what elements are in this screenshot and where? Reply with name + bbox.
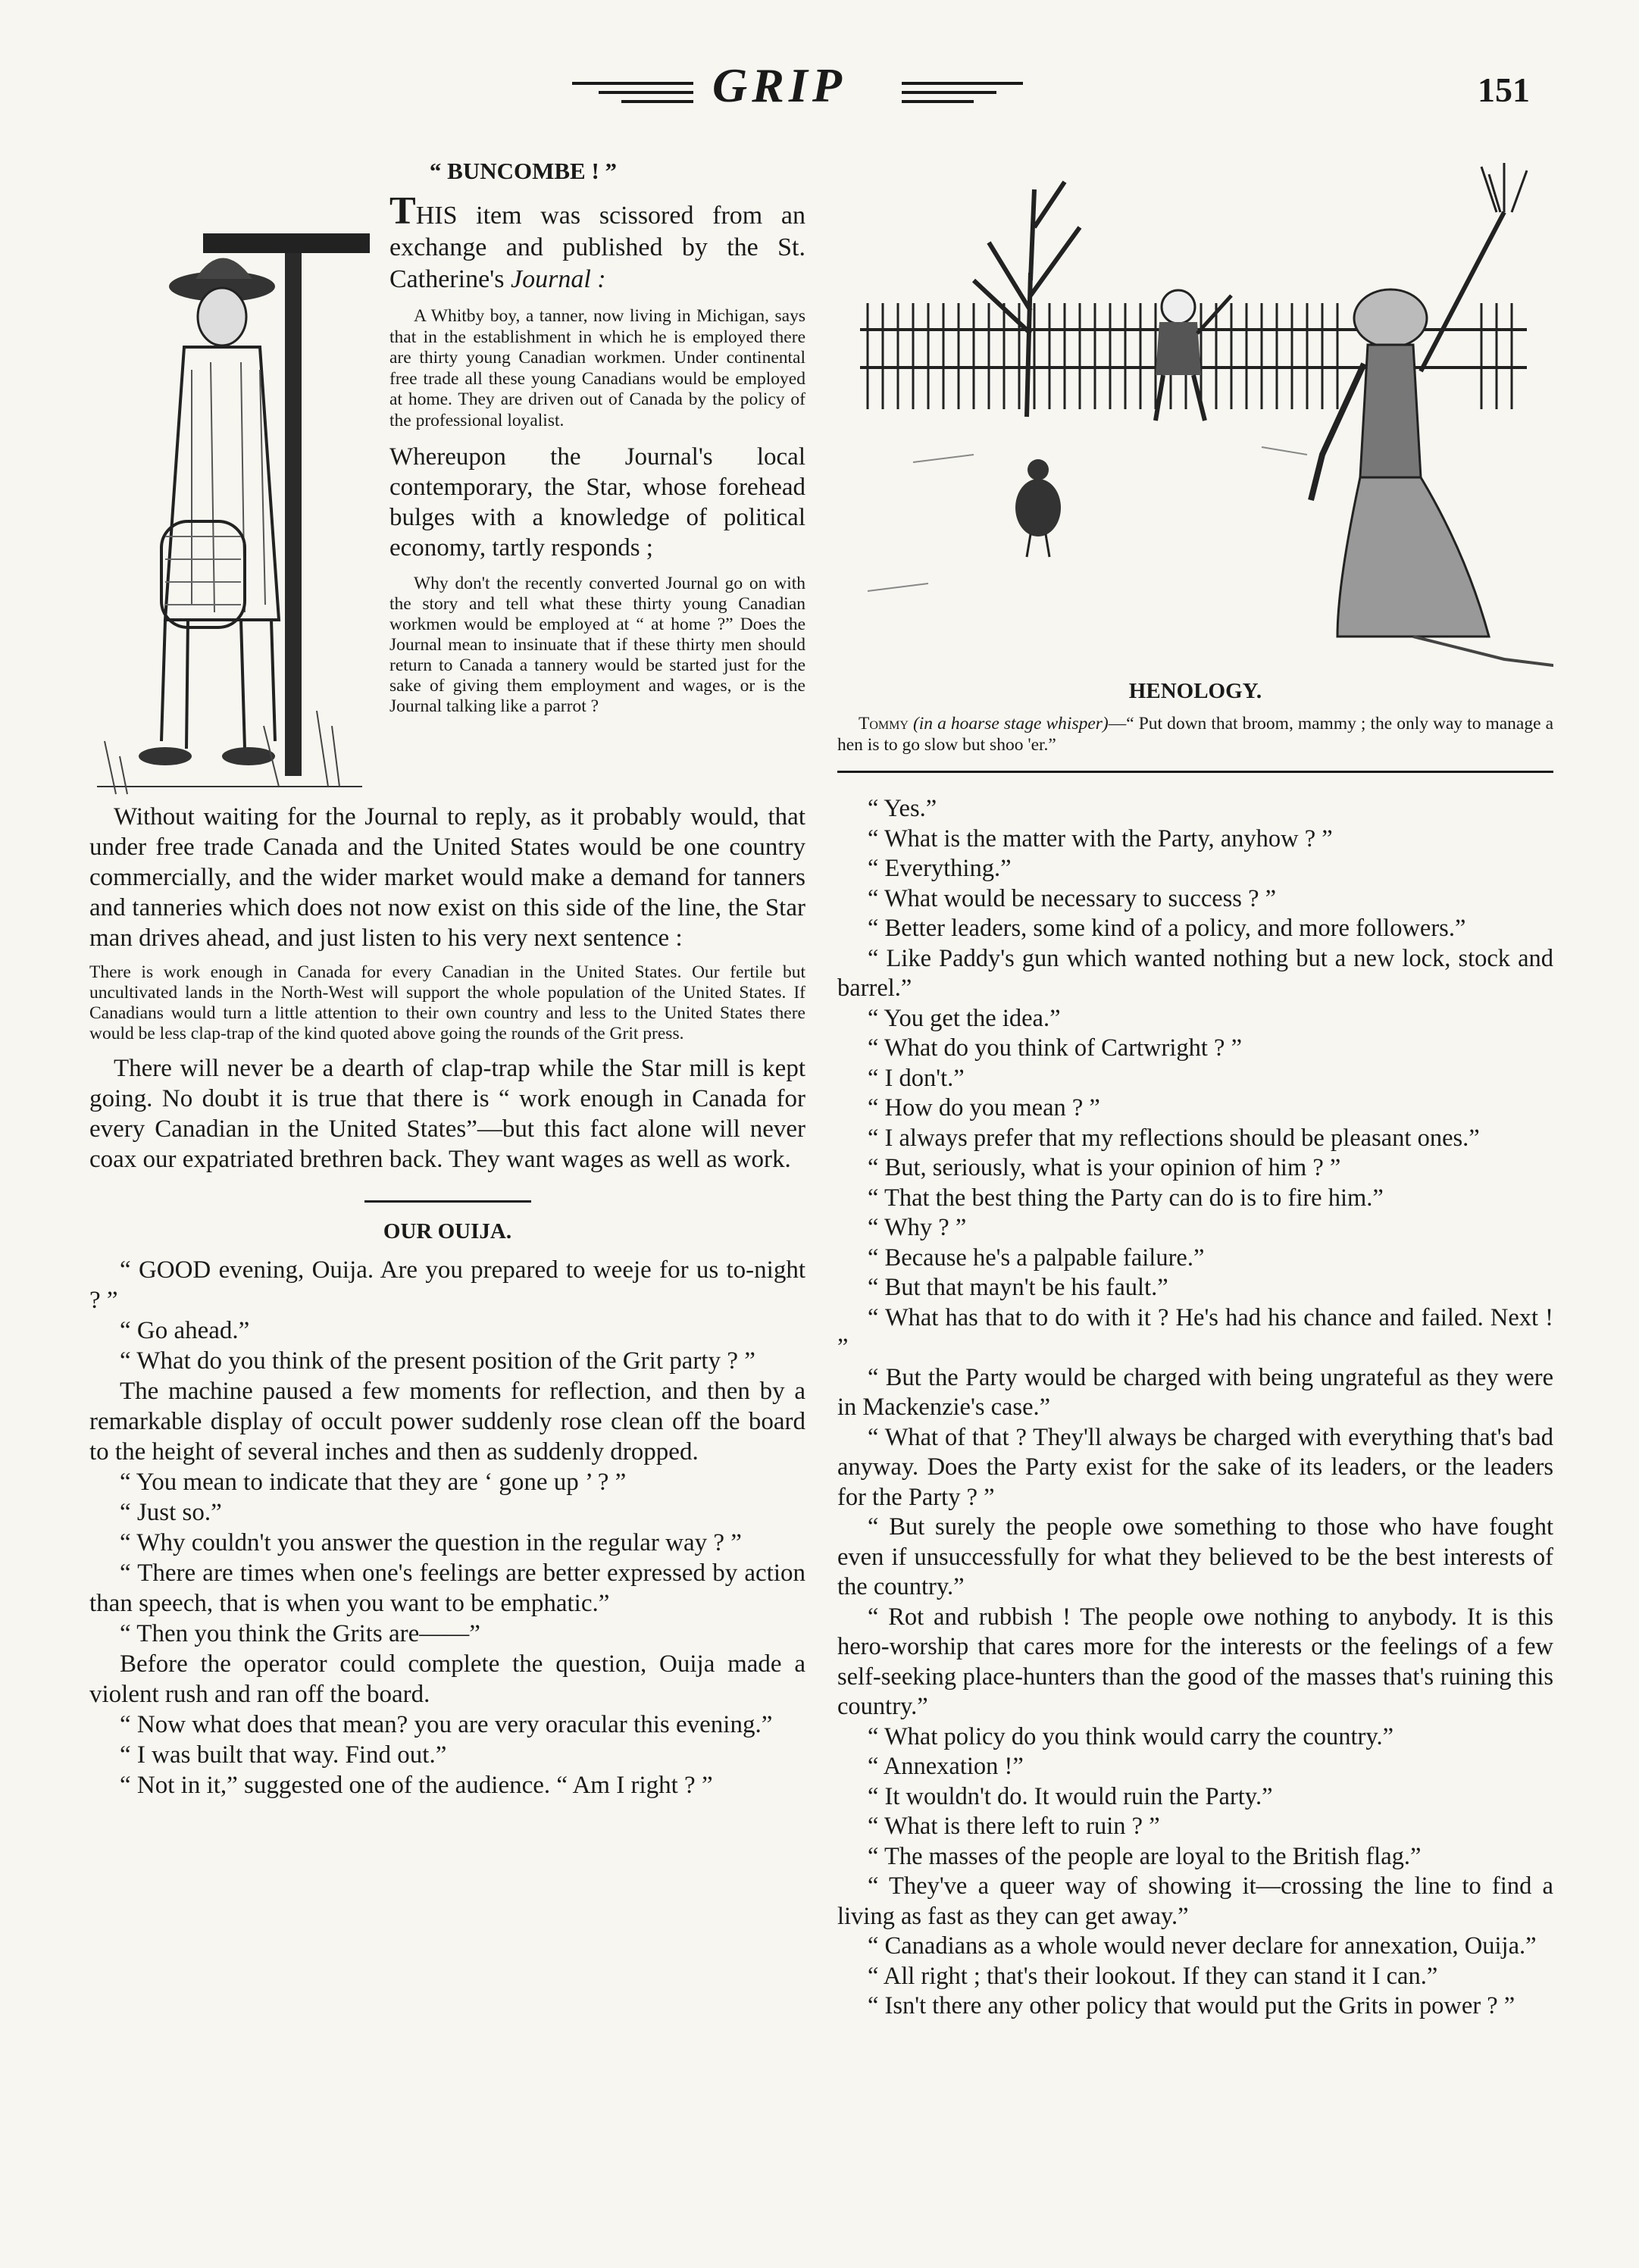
dialogue-line: “ They've a queer way of showing it—crossing the line to find a living as fast as they can get away.” bbox=[837, 1872, 1553, 1930]
dialogue-line: “ Annexation !” bbox=[868, 1753, 1024, 1780]
dialogue-line: “ What would be necessary to success ? ” bbox=[868, 884, 1277, 912]
masthead-rule-right bbox=[902, 82, 1023, 85]
dialogue-line: “ It wouldn't do. It would ruin the Party.” bbox=[868, 1782, 1273, 1810]
masthead bbox=[0, 59, 1639, 120]
henology-heading: HENOLOGY. bbox=[1128, 679, 1262, 703]
buncombe-heading: “ BUNCOMBE ! ” bbox=[429, 158, 618, 184]
dialogue-line: “ That the best thing the Party can do is to fire him.” bbox=[868, 1184, 1384, 1212]
dialogue-line: “ Then you think the Grits are——” bbox=[120, 1620, 480, 1647]
dialogue-line: “ Because he's a palpable failure.” bbox=[868, 1243, 1205, 1272]
buncombe-intro-journal: Journal : bbox=[511, 265, 606, 293]
caption-text: —“ Put down that broom, mammy ; the only way to manage a hen is to go slow but shoo 'er.” bbox=[837, 714, 1554, 755]
page-number: 151 bbox=[1478, 70, 1530, 109]
section-divider bbox=[364, 1200, 531, 1203]
dialogue-line: “ What is there left to ruin ? ” bbox=[868, 1813, 1160, 1840]
caption-divider bbox=[837, 771, 1553, 773]
dialogue-line: “ Why couldn't you answer the question in the regular way ? ” bbox=[120, 1529, 742, 1556]
buncombe-para-3: Without waiting for the Journal to reply, as it probably would, that under free trade Canada and the United States would be one country commercially, and the wider market would make a demand for tanners and tanneries which does not now exist on this side of the line, the Star man drives ahead, and just listen to his very next sentence : bbox=[89, 803, 805, 952]
dialogue-line: “ Just so.” bbox=[120, 1499, 222, 1526]
dialogue-line: “ You mean to indicate that they are ‘ gone up ’ ? ” bbox=[120, 1469, 627, 1496]
dialogue-line: “ What of that ? They'll always be charged with everything that's bad anyway. Does the Party exist for the sake of its leaders, or the leaders for the Party ? ” bbox=[837, 1423, 1553, 1511]
buncombe-quote-1: A Whitby boy, a tanner, now living in Michigan, says that in the establishment in which he is employed there are thirty young Canadian workmen. Under continental free trade all these young Canadians would be employed at home. They are driven out of Canada by the policy of the professional loyalist. bbox=[389, 306, 805, 430]
caption-direction: (in a hoarse stage whisper) bbox=[912, 714, 1109, 734]
dialogue-line: “ Not in it,” suggested one of the audience. “ Am I right ? ” bbox=[120, 1772, 713, 1799]
dialogue-line: “ What has that to do with it ? He's had his chance and failed. Next ! ” bbox=[837, 1303, 1553, 1361]
masthead-rule-right bbox=[902, 91, 996, 94]
dialogue-line: “ Rot and rubbish ! The people owe nothing to anybody. It is this hero-worship that cares more for the interests or the feelings of a few self-seeking place-hunters than the good of the masses that's ruining this country.” bbox=[837, 1603, 1553, 1720]
dialogue-line: “ What is the matter with the Party, anyhow ? ” bbox=[868, 824, 1333, 852]
dialogue-line: Before the operator could complete the question, Ouija made a violent rush and ran off the board. bbox=[89, 1650, 805, 1708]
masthead-rule-right bbox=[902, 100, 974, 103]
ouija-dialogue-right bbox=[837, 794, 1553, 2022]
left-column bbox=[89, 144, 805, 1800]
buncombe-quote-2: Why don't the recently converted Journal go on with the story and tell what these thirty young Canadian workmen would be employed at “ at home ?” Does the Journal mean to insinuate that if these thirty men should return to Canada a tannery would be started just for the sake of giving them employment and wages, or is the Journal talking like a parrot ? bbox=[389, 574, 805, 716]
dialogue-line: “ You get the idea.” bbox=[868, 1004, 1061, 1032]
dialogue-line: “ Why ? ” bbox=[868, 1214, 967, 1241]
dialogue-line: “ But surely the people owe something to those who have fought even if unsuccessfully for what they believed to be the best interests of the country.” bbox=[837, 1513, 1553, 1600]
buncombe-quote-3: There is work enough in Canada for every Canadian in the United States. Our fertile but uncultivated lands in the North-West will support the whole population of the United States. If Canadians would turn a little attention to their own country and less to the United States there would be less clap-trap of the kind quoted above going the rounds of the Grit press. bbox=[89, 962, 805, 1043]
dialogue-line: “ The masses of the people are loyal to the British flag.” bbox=[868, 1842, 1422, 1870]
buncombe-para-2: Whereupon the Journal's local contemporary, the Star, whose forehead bulges with a knowledge of political economy, tartly responds ; bbox=[389, 443, 805, 562]
dialogue-line: “ Canadians as a whole would never declare for annexation, Ouija.” bbox=[868, 1932, 1537, 1960]
dialogue-line: “ Isn't there any other policy that would put the Grits in power ? ” bbox=[868, 1992, 1515, 2019]
dialogue-line: “ Better leaders, some kind of a policy, and more followers.” bbox=[868, 915, 1466, 942]
dialogue-line: “ Everything.” bbox=[868, 855, 1012, 882]
dialogue-line: “ Go ahead.” bbox=[120, 1317, 250, 1344]
dialogue-line: “ What policy do you think would carry the country.” bbox=[868, 1722, 1394, 1750]
masthead-rule-left bbox=[572, 82, 693, 85]
dialogue-line: “ Now what does that mean? you are very oracular this evening.” bbox=[120, 1711, 773, 1738]
dialogue-line: The machine paused a few moments for reflection, and then by a remarkable display of occult power suddenly rose clean off the board to the height of several inches and then as suddenly dropped. bbox=[89, 1378, 805, 1466]
buncombe-para-4: There will never be a dearth of clap-trap while the Star mill is kept going. No doubt it is true that there is “ work enough in Canada for every Canadian in the United States”—but this fact alone will never coax our expatriated brethren back. They want wages as well as work. bbox=[89, 1055, 805, 1173]
dialogue-line: “ I always prefer that my reflections should be pleasant ones.” bbox=[868, 1124, 1480, 1152]
man-at-post-illustration bbox=[89, 196, 377, 802]
dialogue-line: “ What do you think of the present position of the Grit party ? ” bbox=[120, 1347, 755, 1375]
dialogue-line: “ How do you mean ? ” bbox=[868, 1094, 1100, 1121]
dialogue-line: “ I don't.” bbox=[868, 1064, 965, 1092]
masthead-rule-left bbox=[621, 100, 693, 103]
buncombe-intro-text: HIS item was scissored from an exchange and published by the St. Catherine's bbox=[389, 202, 805, 293]
dialogue-line: “ But that mayn't be his fault.” bbox=[868, 1274, 1168, 1301]
masthead-title: GRIP bbox=[712, 58, 846, 112]
dialogue-line: “ But, seriously, what is your opinion of him ? ” bbox=[868, 1154, 1341, 1181]
dialogue-line: “ GOOD evening, Ouija. Are you prepared to weeje for us to-night ? ” bbox=[89, 1256, 805, 1314]
henology-caption bbox=[837, 713, 1553, 755]
ouija-heading: OUR OUIJA. bbox=[383, 1219, 512, 1243]
dialogue-line: “ Like Paddy's gun which wanted nothing but a new lock, stock and barrel.” bbox=[837, 944, 1553, 1002]
dialogue-line: “ I was built that way. Find out.” bbox=[120, 1741, 447, 1769]
dialogue-line: “ But the Party would be charged with being ungrateful as they were in Mackenzie's case.” bbox=[837, 1363, 1553, 1421]
right-column bbox=[837, 144, 1553, 2022]
henology-illustration bbox=[837, 159, 1553, 667]
ouija-dialogue-left bbox=[89, 1255, 805, 1800]
dialogue-line: “ Yes.” bbox=[868, 795, 937, 822]
dialogue-line: “ There are times when one's feelings are better expressed by action than speech, that is when you want to be emphatic.” bbox=[89, 1559, 805, 1617]
drop-cap: T bbox=[389, 189, 416, 233]
caption-speaker: Tommy bbox=[859, 714, 909, 734]
masthead-rule-left bbox=[599, 91, 693, 94]
dialogue-line: “ All right ; that's their lookout. If they can stand it I can.” bbox=[868, 1962, 1438, 1990]
dialogue-line: “ What do you think of Cartwright ? ” bbox=[868, 1034, 1243, 1062]
